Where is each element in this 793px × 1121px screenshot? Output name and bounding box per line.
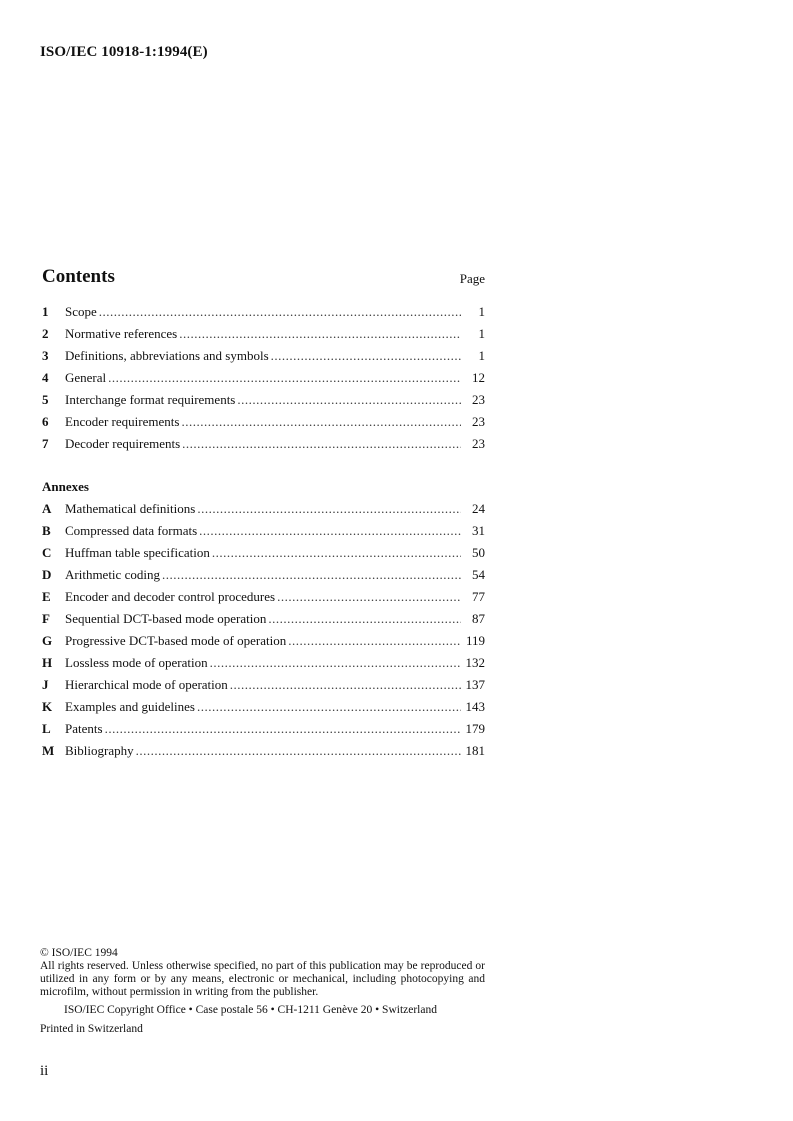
dot-leader xyxy=(162,564,461,586)
toc-entry-title: Scope xyxy=(65,304,97,319)
annex-letter: J xyxy=(42,677,49,692)
annex-letter: B xyxy=(42,523,51,538)
annex-title: Progressive DCT-based mode of operation xyxy=(65,633,287,648)
document-id: ISO/IEC 10918-1:1994(E) xyxy=(40,44,208,60)
dot-leader xyxy=(199,520,461,542)
annex-letter: M xyxy=(42,743,55,758)
toc-annex-f[interactable] xyxy=(42,608,485,630)
annex-letter: A xyxy=(42,501,52,516)
toc-annex-k[interactable] xyxy=(42,696,485,718)
dot-leader xyxy=(179,323,461,345)
annex-title: Compressed data formats xyxy=(65,523,198,538)
toc-annex-e[interactable] xyxy=(42,586,485,608)
toc-entry-1[interactable] xyxy=(42,301,485,323)
toc-entry-6[interactable] xyxy=(42,411,485,433)
contents-title: Contents xyxy=(42,266,115,287)
toc-annex-b[interactable] xyxy=(42,520,485,542)
annex-title: Hierarchical mode of operation xyxy=(65,677,228,692)
toc-annex-c[interactable] xyxy=(42,542,485,564)
toc-entry-number: 6 xyxy=(42,414,49,429)
annex-page: 143 xyxy=(465,699,485,714)
dot-leader xyxy=(277,586,461,608)
dot-leader xyxy=(268,608,461,630)
copyright-office-address: ISO/IEC Copyright Office • Case postale 56 • CH-1211 Genève 20 • Switzerland xyxy=(64,1004,437,1016)
annex-title: Lossless mode of operation xyxy=(65,655,208,670)
dot-leader xyxy=(210,652,461,674)
annex-page: 179 xyxy=(465,721,485,736)
toc-entry-number: 2 xyxy=(42,326,49,341)
annex-letter: K xyxy=(42,699,53,714)
annex-title: Patents xyxy=(65,721,103,736)
toc-entry-number: 3 xyxy=(42,348,49,363)
annex-page: 87 xyxy=(472,611,485,626)
printed-in: Printed in Switzerland xyxy=(40,1023,143,1035)
annex-title: Arithmetic coding xyxy=(65,567,160,582)
annex-letter: C xyxy=(42,545,52,560)
annex-page: 54 xyxy=(472,567,485,582)
dot-leader xyxy=(181,411,461,433)
toc-annex-l[interactable] xyxy=(42,718,485,740)
toc-entry-3[interactable] xyxy=(42,345,485,367)
annex-title: Examples and guidelines xyxy=(65,699,195,714)
toc-entry-page: 1 xyxy=(478,348,485,363)
toc-annex-d[interactable] xyxy=(42,564,485,586)
toc-entry-page: 23 xyxy=(472,414,485,429)
page-number: ii xyxy=(40,1063,49,1079)
annex-letter: G xyxy=(42,633,53,648)
dot-leader xyxy=(212,542,461,564)
dot-leader xyxy=(105,718,461,740)
annex-letter: E xyxy=(42,589,51,604)
dot-leader xyxy=(237,389,461,411)
toc-entry-title: Normative references xyxy=(65,326,178,341)
dot-leader xyxy=(99,301,461,323)
toc-annex-list xyxy=(42,498,485,762)
toc-entry-page: 1 xyxy=(478,326,485,341)
annex-letter: H xyxy=(42,655,53,670)
toc-annex-h[interactable] xyxy=(42,652,485,674)
toc-entry-page: 23 xyxy=(472,436,485,451)
toc-entry-title: General xyxy=(65,370,107,385)
page-column-label: Page xyxy=(459,271,485,286)
annex-title: Huffman table specification xyxy=(65,545,210,560)
annex-page: 132 xyxy=(465,655,485,670)
toc-entry-title: Decoder requirements xyxy=(65,436,181,451)
rights-notice: All rights reserved. Unless otherwise specified, no part of this publication may be reproduced or utilized in any form or by any means, electronic or mechanical, including photocopying and microfilm, without permission in writing from the publisher. xyxy=(40,960,485,998)
annex-letter: L xyxy=(42,721,51,736)
annex-page: 31 xyxy=(472,523,485,538)
dot-leader xyxy=(230,674,461,696)
toc-entry-2[interactable] xyxy=(42,323,485,345)
contents-heading xyxy=(42,266,485,290)
toc-entry-4[interactable] xyxy=(42,367,485,389)
dot-leader xyxy=(182,433,461,455)
annex-letter: D xyxy=(42,567,52,582)
toc-entry-page: 23 xyxy=(472,392,485,407)
toc-entry-title: Encoder requirements xyxy=(65,414,180,429)
dot-leader xyxy=(288,630,461,652)
toc-entry-number: 1 xyxy=(42,304,49,319)
annex-page: 181 xyxy=(465,743,485,758)
annexes-heading: Annexes xyxy=(42,479,89,494)
toc-annex-a[interactable] xyxy=(42,498,485,520)
annex-title: Bibliography xyxy=(65,743,134,758)
toc-entry-5[interactable] xyxy=(42,389,485,411)
toc-annex-j[interactable] xyxy=(42,674,485,696)
annex-page: 77 xyxy=(472,589,485,604)
toc-entry-page: 1 xyxy=(478,304,485,319)
annex-letter: F xyxy=(42,611,50,626)
dot-leader xyxy=(197,498,461,520)
annex-page: 50 xyxy=(472,545,485,560)
dot-leader xyxy=(197,696,461,718)
toc-entry-number: 4 xyxy=(42,370,49,385)
copyright-line: © ISO/IEC 1994 xyxy=(40,947,118,959)
toc-annex-m[interactable] xyxy=(42,740,485,762)
toc-entry-title: Definitions, abbreviations and symbols xyxy=(65,348,269,363)
annex-page: 24 xyxy=(472,501,485,516)
toc-main-list xyxy=(42,301,485,455)
toc-entry-number: 5 xyxy=(42,392,49,407)
annex-title: Encoder and decoder control procedures xyxy=(65,589,276,604)
toc-entry-title: Interchange format requirements xyxy=(65,392,236,407)
dot-leader xyxy=(136,740,461,762)
copyright-block xyxy=(40,947,485,1036)
dot-leader xyxy=(271,345,461,367)
annex-title: Sequential DCT-based mode operation xyxy=(65,611,267,626)
toc-entry-number: 7 xyxy=(42,436,49,451)
toc-entry-page: 12 xyxy=(472,370,485,385)
annex-title: Mathematical definitions xyxy=(65,501,196,516)
annex-page: 137 xyxy=(465,677,485,692)
annex-page: 119 xyxy=(465,633,485,648)
toc-entry-7[interactable] xyxy=(42,433,485,455)
dot-leader xyxy=(108,367,461,389)
toc-annex-g[interactable] xyxy=(42,630,485,652)
